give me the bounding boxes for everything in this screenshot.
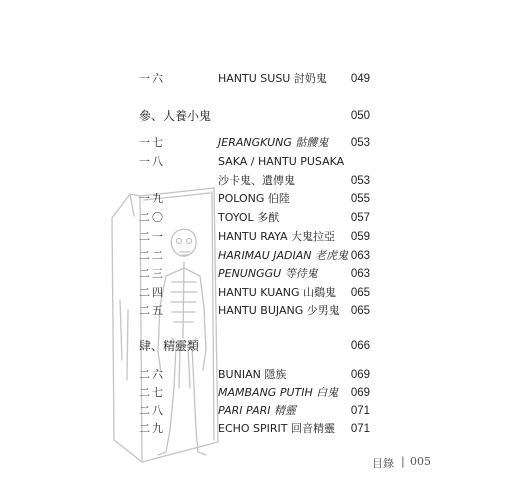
toc-entry[interactable] bbox=[0, 189, 520, 209]
entry-number: 一八 bbox=[139, 155, 165, 168]
toc-entry[interactable] bbox=[0, 365, 520, 385]
entry-title: ECHO SPIRIT 回音精靈 bbox=[218, 422, 336, 435]
entry-page: 059 bbox=[350, 231, 370, 243]
entry-title: TOYOL 多猷 bbox=[218, 211, 280, 224]
entry-page: 069 bbox=[350, 387, 370, 399]
entry-title: BUNIAN 隱族 bbox=[218, 368, 287, 381]
entry-number: 二八 bbox=[139, 404, 165, 417]
entry-title: HARIMAU JADIAN 老虎鬼 bbox=[218, 249, 348, 262]
footer-page-number: 005 bbox=[410, 455, 431, 468]
entry-page: 053 bbox=[350, 137, 370, 149]
toc-entry-continued[interactable] bbox=[0, 171, 520, 191]
entry-title: HANTU RAYA 大鬼拉亞 bbox=[218, 230, 336, 243]
entry-title: SAKA / HANTU PUSAKA bbox=[218, 155, 345, 168]
toc-entry[interactable] bbox=[0, 227, 520, 247]
footer-separator: | bbox=[401, 455, 405, 468]
entry-title: PENUNGGU 等待鬼 bbox=[218, 267, 318, 280]
toc-entry[interactable] bbox=[0, 264, 520, 284]
toc-entry[interactable] bbox=[0, 419, 520, 439]
entry-page: 063 bbox=[350, 268, 370, 280]
entry-number: 一九 bbox=[139, 192, 165, 205]
section-title: 參、人養小鬼 bbox=[139, 109, 212, 123]
entry-title: HANTU KUANG 山鷄鬼 bbox=[218, 286, 337, 299]
toc-entry[interactable] bbox=[0, 69, 520, 89]
toc-entry[interactable] bbox=[0, 383, 520, 403]
toc-entry[interactable] bbox=[0, 283, 520, 303]
toc-entry[interactable] bbox=[0, 208, 520, 228]
toc-entry[interactable] bbox=[0, 152, 520, 172]
entry-page: 063 bbox=[350, 250, 370, 262]
entry-number: 二三 bbox=[139, 267, 165, 280]
entry-page: 057 bbox=[350, 212, 370, 224]
entry-title: JERANGKUNG 骷髏鬼 bbox=[218, 136, 329, 149]
entry-number: 二一 bbox=[139, 230, 165, 243]
entry-number: 二四 bbox=[139, 286, 165, 299]
section-title: 肆、精靈類 bbox=[139, 339, 200, 353]
toc-entry[interactable] bbox=[0, 301, 520, 321]
entry-page: 055 bbox=[350, 193, 370, 205]
entry-number: 一六 bbox=[139, 72, 165, 85]
toc-section[interactable] bbox=[0, 106, 520, 126]
toc-entry[interactable] bbox=[0, 133, 520, 153]
entry-number: 二五 bbox=[139, 304, 165, 317]
entry-number: 二二 bbox=[139, 249, 165, 262]
entry-page: 065 bbox=[350, 305, 370, 317]
footer-title: 目錄 bbox=[372, 457, 394, 470]
entry-title: 沙卡鬼、遺傳鬼 bbox=[218, 174, 295, 187]
entry-number: 一七 bbox=[139, 136, 165, 149]
toc-entry[interactable] bbox=[0, 401, 520, 421]
entry-page: 071 bbox=[350, 405, 370, 417]
entry-page: 065 bbox=[350, 287, 370, 299]
entry-page: 049 bbox=[350, 73, 370, 85]
section-page: 050 bbox=[350, 110, 370, 122]
entry-title: POLONG 伯陸 bbox=[218, 192, 290, 205]
entry-number: 二〇 bbox=[139, 211, 165, 224]
entry-number: 二九 bbox=[139, 422, 165, 435]
entry-title: HANTU BUJANG 少男鬼 bbox=[218, 304, 340, 317]
entry-title: PARI PARI 精靈 bbox=[218, 404, 296, 417]
entry-page: 053 bbox=[350, 175, 370, 187]
toc-entry[interactable] bbox=[0, 246, 520, 266]
entry-page: 069 bbox=[350, 369, 370, 381]
entry-page: 071 bbox=[350, 423, 370, 435]
page-footer bbox=[0, 455, 520, 473]
entry-number: 二七 bbox=[139, 386, 165, 399]
section-page: 066 bbox=[350, 340, 370, 352]
entry-number: 二六 bbox=[139, 368, 165, 381]
entry-title: HANTU SUSU 討奶鬼 bbox=[218, 72, 327, 85]
toc-section[interactable] bbox=[0, 336, 520, 356]
entry-title: MAMBANG PUTIH 白鬼 bbox=[218, 386, 339, 399]
